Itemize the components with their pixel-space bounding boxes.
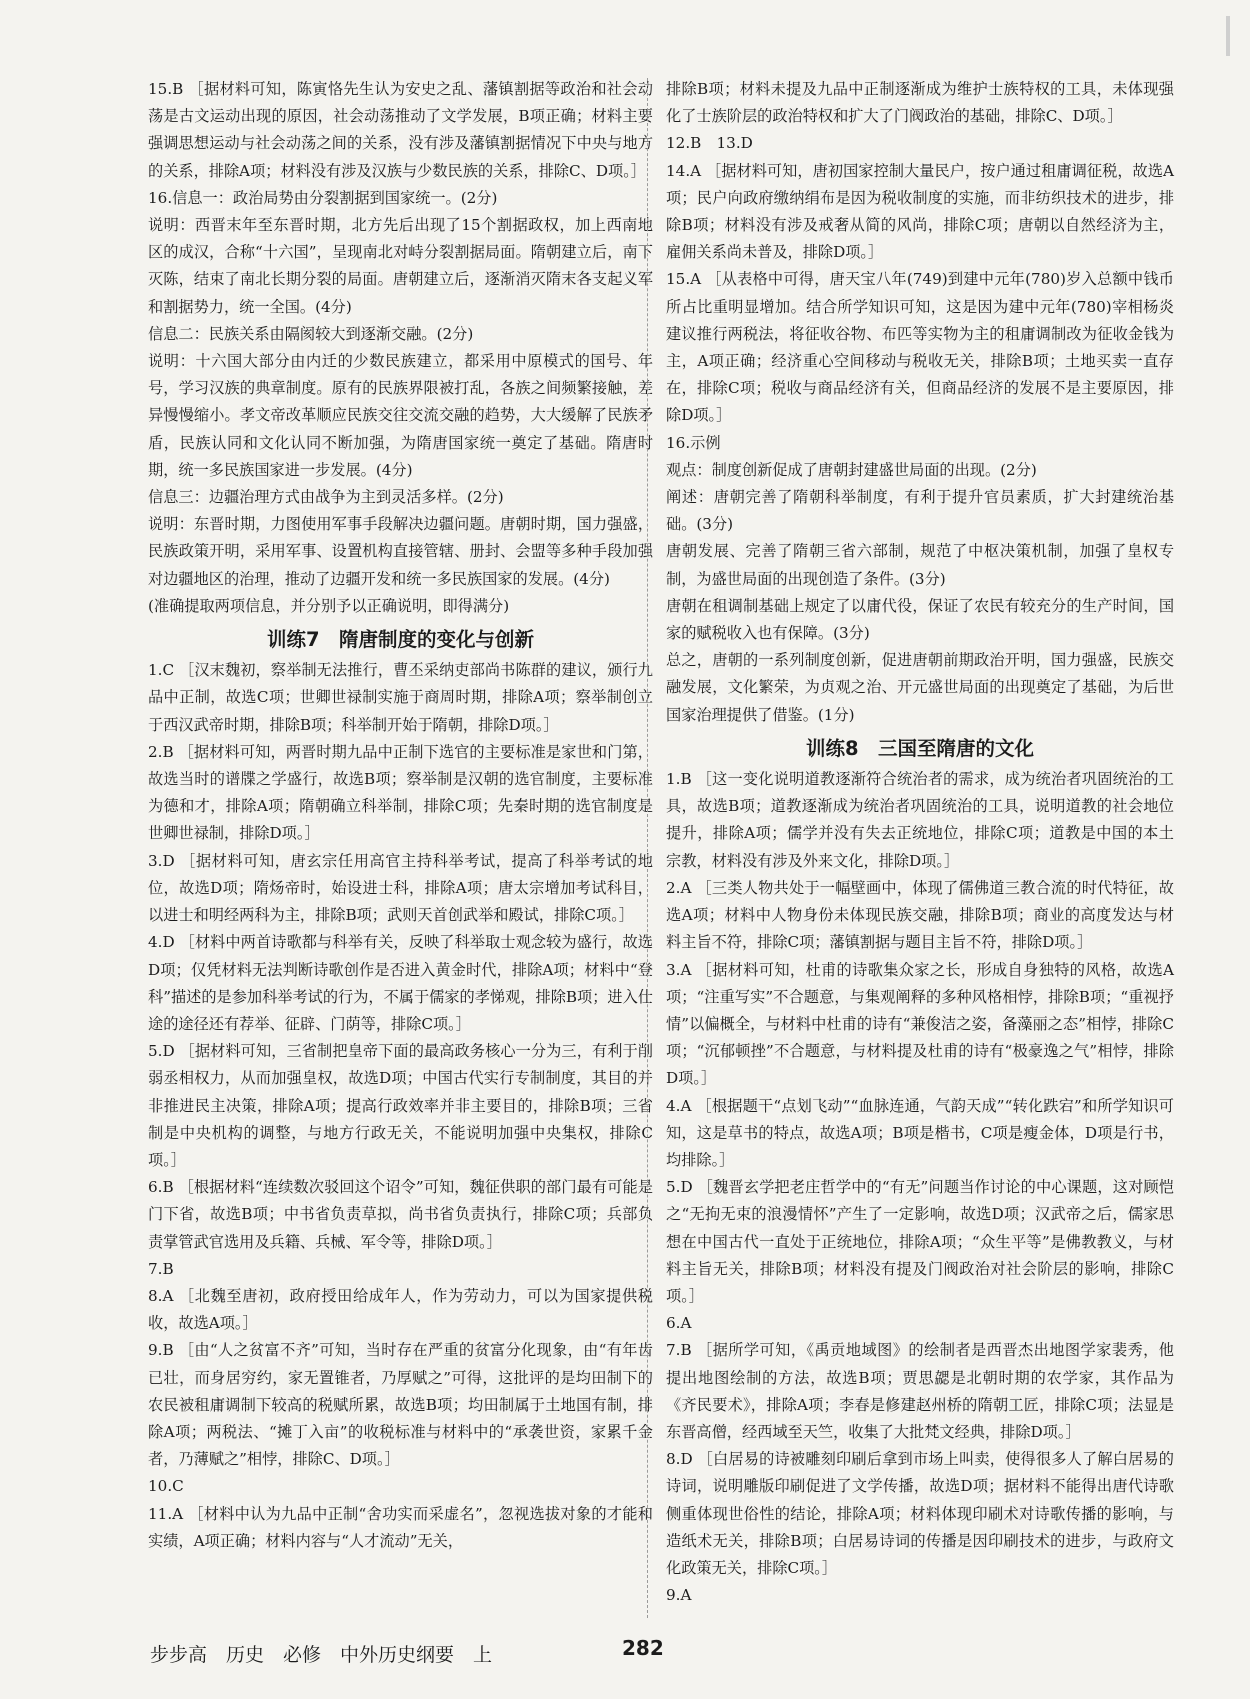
answer-item: 2.A ［三类人物共处于一幅壁画中，体现了儒佛道三教合流的时代特征，故选A项；材料中人物身份未体现民族交融，排除B项；商业的高度发达与材料主旨不符，排除C项；藩镇割据与题目主旨不符，排除D项。］ (666, 878, 1174, 952)
answer-item: 唐朝在租调制基础上规定了以庸代役，保证了农民有较充分的生产时间，国家的赋税收入也有保障。(3分) (666, 596, 1174, 643)
answer-item: 12.B 13.D (666, 134, 753, 153)
answer-item: 1.C ［汉末魏初，察举制无法推行，曹丕采纳吏部尚书陈群的建议，颁行九品中正制，故选C项；世卿世禄制实施于商周时期，排除A项；察举制创立于西汉武帝时期，排除B项；科举制开始于隋朝，排除D项。］ (148, 661, 653, 734)
answer-item: 9.A (666, 1586, 692, 1605)
answer-item: 阐述：唐朝完善了隋朝科举制度，有利于提升官员素质，扩大封建统治基础。(3分) (666, 488, 1174, 534)
answer-item: 1.B ［这一变化说明道教逐渐符合统治者的需求，成为统治者巩固统治的工具，故选B项；道教逐渐成为统治者巩固统治的工具，说明道教的社会地位提升，排除A项；儒学并没有失去正统地位，排除C项；道教是中国的本土宗教，材料没有涉及外来文化，排除D项。］ (666, 770, 1174, 870)
section-title-8: 训练8 三国至隋唐的文化 (805, 736, 1035, 760)
answer-item: 7.B (148, 1259, 174, 1278)
answer-item: 7.B ［据所学可知，《禹贡地域图》的绘制者是西晋杰出地图学家裴秀，他提出地图绘制的方法，故选B项；贾思勰是北朝时期的农学家，其作品为《齐民要术》，排除A项；李春是修建赵州桥的隋朝工匠，排除C项；法显是东晋高僧，经西域至天竺，收集了大批梵文经典，排除D项。］ (666, 1341, 1174, 1441)
answer-item: 15.A ［从表格中可得，唐天宝八年(749)到建中元年(780)岁入总额中钱币所占比重明显增加。结合所学知识可知，这是因为建中元年(780)宰相杨炎建议推行两税法，将征收谷物、布匹等实物为主的租庸调制改为征收金钱为主，A项正确；经济重心空间移动与税收无关，排除B项；土地买卖一直存在，排除C项；税收与商品经济有关，但商品经济的发展不是主要原因，排除D项。］ (666, 270, 1174, 425)
answer-item: 11.A ［材料中认为九品中正制“舍功实而采虚名”，忽视选拔对象的才能和实绩，A项正确；材料内容与“人才流动”无关， (148, 1504, 653, 1550)
answer-item: 15.B ［据材料可知，陈寅恪先生认为安史之乱、藩镇割据等政治和社会动荡是古文运动出现的原因，社会动荡推动了文学发展，B项正确；材料主要强调思想运动与社会动荡之间的关系，没有涉及藩镇割据情况下中央与地方的关系，排除A项；材料没有涉及汉族与少数民族的关系，排除C、D项。］ (148, 80, 653, 180)
answer-item: 16.示例 (666, 433, 721, 452)
answer-item: 唐朝发展、完善了隋朝三省六部制，规范了中枢决策机制，加强了皇权专制，为盛世局面的出现创造了条件。(3分) (666, 542, 1174, 588)
answer-item: 10.C (148, 1477, 184, 1496)
page-number: 282 (622, 1636, 664, 1660)
answer-item: 说明：十六国大部分由内迁的少数民族建立，都采用中原模式的国号、年号，学习汉族的典章制度。原有的民族界限被打乱，各族之间频繁接触，差异慢慢缩小。孝文帝改革顺应民族交往交流交融的趋势，大大缓解了民族矛盾，民族认同和文化认同不断加强，为隋唐国家统一奠定了基础。隋唐时期，统一多民族国家进一步发展。(4分) (148, 352, 653, 479)
answer-item: 说明：东晋时期，力图使用军事手段解决边疆问题。唐朝时期，国力强盛，民族政策开明，采用军事、设置机构直接管辖、册封、会盟等多种手段加强对边疆地区的治理，推动了边疆开发和统一多民族国家的发展。(4分) (148, 515, 653, 588)
scan-mark (1226, 16, 1230, 56)
answer-item: 3.A ［据材料可知，杜甫的诗歌集众家之长，形成自身独特的风格，故选A项；“注重写实”不合题意，与集观阐释的多种风格相悖，排除B项；“重视抒情”以偏概全，与材料中杜甫的诗有“兼俊洁之姿，备藻丽之态”相悖，排除C项；“沉郁顿挫”不合题意，与材料提及杜甫的诗有“极豪逸之气”相悖，排除D项。］ (666, 960, 1174, 1088)
answer-item: 信息三：边疆治理方式由战争为主到灵活多样。(2分) (148, 488, 504, 507)
answer-item: 16.信息一：政治局势由分裂割据到国家统一。(2分) (148, 188, 498, 207)
answer-item: 14.A ［据材料可知，唐初国家控制大量民户，按户通过租庸调征税，故选A项；民户向政府缴纳绢布是因为税收制度的实施，而非纺织技术的进步，排除B项；材料没有涉及戒奢从简的风尚，排除C项；唐朝以自然经济为主，雇佣关系尚未普及，排除D项。］ (666, 161, 1174, 262)
answer-item: 8.A ［北魏至唐初，政府授田给成年人，作为劳动力，可以为国家提供税收，故选A项。］ (148, 1286, 653, 1333)
answer-item: 总之，唐朝的一系列制度创新，促进唐朝前期政治开明，国力强盛，民族交融发展，文化繁荣，为贞观之治、开元盛世局面的出现奠定了基础，为后世国家治理提供了借鉴。(1分) (666, 651, 1174, 724)
answer-item: 6.A (666, 1314, 692, 1333)
answer-item: 4.D ［材料中两首诗歌都与科举有关，反映了科举取士观念较为盛行，故选D项；仅凭材料无法判断诗歌创作是否进入黄金时代，排除A项；材料中“登科”描述的是参加科举考试的行为，不属于儒家的孝悌观，排除B项；进入仕途的途径还有荐举、征辟、门荫等，排除C项。］ (148, 933, 653, 1033)
answer-item: 8.D ［白居易的诗被雕刻印刷后拿到市场上叫卖，使得很多人了解白居易的诗词，说明雕版印刷促进了文学传播，故选D项；据材料不能得出唐代诗歌侧重体现世俗性的结论，排除A项；材料体现印刷术对诗歌传播的影响，与造纸术无关，排除B项；白居易诗词的传播是因印刷技术的进步，与政府文化政策无关，排除C项。］ (666, 1450, 1174, 1577)
answer-item: 9.B ［由“人之贫富不齐”可知，当时存在严重的贫富分化现象，由“有年齿已壮，而身居穷约，家无置锥者，乃厚赋之”可得，这批评的是均田制下的农民被租庸调制下较高的税赋所累，故选B项；均田制属于土地国有制，排除A项；两税法、“摊丁入亩”的收税标准与材料中的“承袭世资，家累千金者，乃薄赋之”相悖，排除C、D项。］ (148, 1341, 653, 1469)
answer-item: 排除B项；材料未提及九品中正制逐渐成为维护士族特权的工具，未体现强化了士族阶层的政治特权和扩大了门阀政治的基础，排除C、D项。］ (666, 80, 1174, 126)
section-title-7: 训练7 隋唐制度的变化与创新 (266, 628, 535, 652)
answer-item: 3.D ［据材料可知，唐玄宗任用高官主持科举考试，提高了科举考试的地位，故选D项；隋炀帝时，始设进士科，排除A项；唐太宗增加考试科目，以进士和明经两科为主，排除B项；武则天首创武举和殿试，排除C项。］ (148, 851, 653, 925)
answer-item: 2.B ［据材料可知，两晋时期九品中正制下选官的主要标准是家世和门第，故选当时的谱牒之学盛行，故选B项；察举制是汉朝的选官制度，主要标准为德和才，排除A项；隋朝确立科举制，排除C项；先秦时期的选官制度是世卿世禄制，排除D项。］ (148, 742, 653, 843)
left-column (148, 76, 653, 1555)
answer-item: 6.B ［根据材料“连续数次驳回这个诏令”可知，魏征供职的部门最有可能是门下省，故选B项；中书省负责草拟，尚书省负责执行，排除C项；兵部负责掌管武官选用及兵籍、兵械、军令等，排除D项。］ (148, 1178, 653, 1251)
right-column (666, 76, 1174, 1609)
answer-item: 观点：制度创新促成了唐朝封建盛世局面的出现。(2分) (666, 460, 1037, 479)
column-divider (647, 78, 648, 1618)
answer-item: 5.D ［魏晋玄学把老庄哲学中的“有无”问题当作讨论的中心课题，这对顾恺之“无拘无束的浪漫情怀”产生了一定影响，故选D项；汉武帝之后，儒家思想在中国古代一直处于正统地位，排除A项；“众生平等”是佛教教义，与材料主旨无关，排除B项；材料没有提及门阀政治对社会阶层的影响，排除C项。］ (666, 1178, 1174, 1305)
answer-item: 信息二：民族关系由隔阂较大到逐渐交融。(2分) (148, 324, 474, 343)
answer-item: 5.D ［据材料可知，三省制把皇帝下面的最高政务核心一分为三，有利于削弱丞相权力，从而加强皇权，故选D项；中国古代实行专制制度，其目的并非推进民主决策，排除A项；提高行政效率并非主要目的，排除B项；三省制是中央机构的调整，与地方行政无关，不能说明加强中央集权，排除C项。］ (148, 1042, 653, 1169)
answer-item: 4.A ［根据题干“点划飞动”“血脉连通，气韵天成”“转化跌宕”和所学知识可知，这是草书的特点，故选A项；B项是楷书，C项是瘦金体，D项是行书，均排除。］ (666, 1096, 1174, 1169)
answer-item: (准确提取两项信息，并分别予以正确说明，即得满分) (148, 596, 510, 615)
book-footer: 步步高 历史 必修 中外历史纲要 上 (150, 1644, 493, 1666)
answer-item: 说明：西晋末年至东晋时期，北方先后出现了15个割据政权，加上西南地区的成汉，合称“十六国”，呈现南北对峙分裂割据局面。隋朝建立后，南下灭陈，结束了南北长期分裂的局面。唐朝建立后，逐渐消灭隋末各支起义军和割据势力，统一全国。(4分) (148, 216, 653, 316)
